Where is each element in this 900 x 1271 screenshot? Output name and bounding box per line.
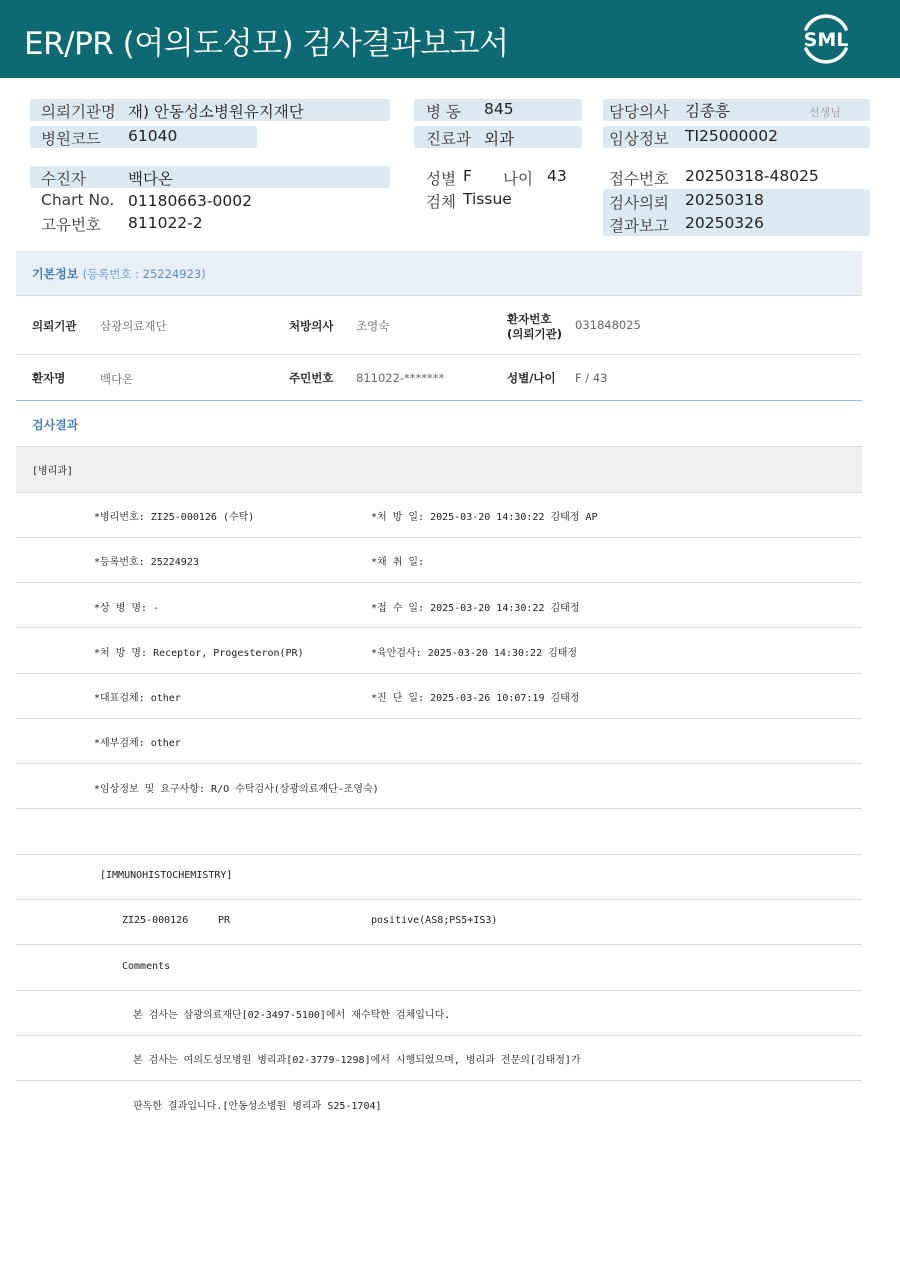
divider <box>16 582 862 583</box>
sml-logo <box>798 12 854 66</box>
clinical-value: TI25000002 <box>685 127 778 145</box>
prescriber-label: 처방의사 <box>289 319 334 333</box>
chart-no-value: 01180663-0002 <box>128 192 252 210</box>
ihc-result: positive(AS8;PS5+IS3) <box>371 915 498 926</box>
receipt-label: 접수번호 <box>609 170 669 188</box>
unique-no-value: 811022-2 <box>128 214 203 232</box>
ward-label: 병 동 <box>426 103 461 121</box>
clinical-label: 임상정보 <box>609 130 669 148</box>
divider <box>16 944 862 945</box>
sex-age-label: 성별/나이 <box>507 371 556 385</box>
department-label: [병리과] <box>32 466 74 477</box>
hospital-code-label: 병원코드 <box>41 130 101 148</box>
divider <box>16 537 862 538</box>
result-row-right: *진 단 일: 2025-03-26 10:07:19 김태정 <box>371 693 580 704</box>
request-label: 검사의뢰 <box>609 194 669 212</box>
result-row-right: *채 취 일: <box>371 557 425 568</box>
result-row-left: *상 병 명: - <box>94 603 160 614</box>
department-value: 외과 <box>484 130 514 148</box>
divider <box>16 1035 862 1036</box>
age-label: 나이 <box>503 170 533 188</box>
comment-line: 본 검사는 여의도성모병원 병리과[02-3779-1298]에서 시행되었으며, 병리과 전문의[김태정]가 <box>133 1055 581 1066</box>
result-row-left: *임상정보 및 요구사항: R/O 수탁검사(삼광의료재단-조영숙) <box>94 784 379 795</box>
hospital-code-value: 61040 <box>128 127 178 145</box>
chart-no-label: Chart No. <box>41 191 115 209</box>
institution-value: 재) 안동성소병원유지재단 <box>128 103 304 121</box>
result-row-right: *육안검사: 2025-03-20 14:30:22 김태정 <box>371 648 578 659</box>
report-header-bar <box>0 0 900 78</box>
basic-info-title-text: 기본정보 <box>32 267 79 281</box>
divider <box>16 295 862 296</box>
specimen-value: Tissue <box>463 190 512 208</box>
rrn-label: 주민번호 <box>289 371 334 385</box>
unique-no-label: 고유번호 <box>41 216 101 234</box>
divider <box>16 1080 862 1081</box>
patient-number-sublabel: (의뢰기관) <box>507 327 562 341</box>
results-title: 검사결과 <box>32 418 79 432</box>
divider <box>16 673 862 674</box>
report-title: ER/PR (여의도성모) 검사결과보고서 <box>24 26 509 62</box>
comment-line: 본 검사는 삼광의료재단[02-3497-5100]에서 재수탁한 검체입니다. <box>133 1010 451 1021</box>
doctor-value: 김종흥 <box>685 102 730 120</box>
divider <box>16 354 862 355</box>
ihc-specimen-id: ZI25-000126 <box>122 915 189 926</box>
section-divider <box>16 400 862 401</box>
result-row-right: *처 방 일: 2025-03-20 14:30:22 김태정 AP <box>371 512 598 523</box>
result-row-right: *접 수 일: 2025-03-20 14:30:22 김태정 <box>371 603 580 614</box>
ihc-marker: PR <box>218 915 231 926</box>
doctor-suffix: 선생님 <box>809 106 841 119</box>
department-label: 진료과 <box>426 130 471 148</box>
comment-line: 판독한 결과입니다.[안동성소병원 병리과 S25-1704] <box>133 1101 382 1112</box>
specimen-label: 검체 <box>426 193 456 211</box>
department-band <box>16 447 862 492</box>
result-row-left: *처 방 명: Receptor, Progesteron(PR) <box>94 648 304 659</box>
result-row-left: *병리번호: ZI25-000126 (수탁) <box>94 512 255 523</box>
comments-label: Comments <box>122 961 171 972</box>
ward-value: 845 <box>484 100 514 118</box>
patient-name-label: 환자명 <box>32 371 66 385</box>
divider <box>16 627 862 628</box>
registration-number: (등록번호 : 25224923) <box>82 267 206 281</box>
doctor-label: 담당의사 <box>609 103 669 121</box>
institution-label: 의뢰기관명 <box>41 103 116 121</box>
receipt-value: 20250318-48025 <box>685 167 819 185</box>
basic-institution-value: 삼광의료재단 <box>100 319 167 333</box>
patient-name-value: 백다온 <box>100 372 134 386</box>
result-row-left: *등록번호: 25224923 <box>94 557 199 568</box>
result-row-left: *대표검체: other <box>94 693 181 704</box>
age-value: 43 <box>547 167 567 185</box>
rrn-value: 811022-******* <box>356 371 445 385</box>
report-value: 20250326 <box>685 214 764 232</box>
ihc-header: [IMMUNOHISTOCHEMISTRY] <box>100 870 233 881</box>
patient-label: 수진자 <box>41 170 86 188</box>
divider <box>16 718 862 719</box>
patient-number-value: 031848025 <box>575 318 641 332</box>
report-label: 결과보고 <box>609 217 669 235</box>
divider <box>16 854 862 855</box>
sex-age-value: F / 43 <box>575 371 608 385</box>
divider <box>16 763 862 764</box>
basic-info-title <box>32 265 206 282</box>
sex-label: 성별 <box>426 170 456 188</box>
sex-value: F <box>463 167 472 185</box>
result-row-left: *세부검체: other <box>94 738 181 749</box>
patient-number-label: 환자번호 <box>507 312 552 326</box>
divider <box>16 808 862 809</box>
divider <box>16 899 862 900</box>
request-value: 20250318 <box>685 191 764 209</box>
divider <box>16 990 862 991</box>
patient-value: 백다온 <box>128 170 173 188</box>
divider <box>16 492 862 493</box>
basic-institution-label: 의뢰기관 <box>32 319 77 333</box>
logo-text: SML <box>803 29 849 51</box>
prescriber-value: 조영숙 <box>356 319 390 333</box>
